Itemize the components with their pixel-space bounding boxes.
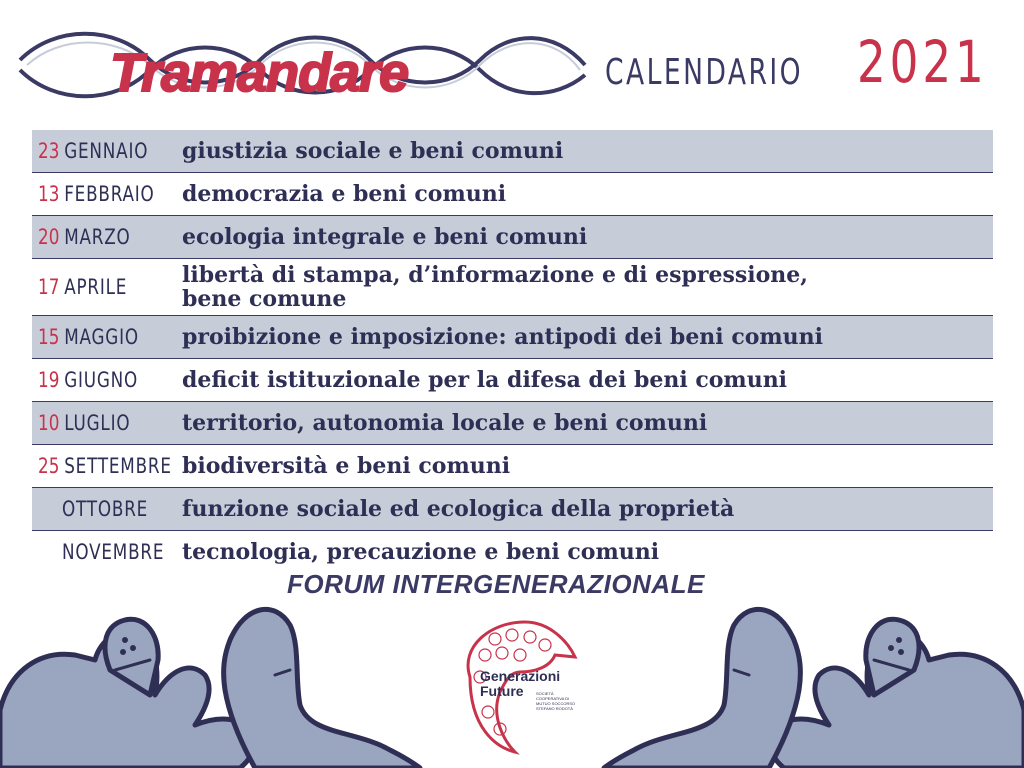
row-month: LUGLIO bbox=[64, 411, 131, 435]
row-date bbox=[38, 445, 172, 487]
row-day: 23 bbox=[38, 139, 60, 163]
table-row bbox=[32, 130, 993, 173]
table-row bbox=[32, 359, 993, 402]
row-date bbox=[62, 488, 148, 530]
row-day: 25 bbox=[38, 454, 60, 478]
header bbox=[0, 0, 1024, 130]
row-topic: funzione sociale ed ecologica della proprietà bbox=[182, 496, 735, 522]
row-date bbox=[62, 531, 164, 573]
table-row bbox=[32, 488, 993, 531]
forum-title: FORUM INTERGENERAZIONALE bbox=[287, 569, 705, 599]
table-row bbox=[32, 316, 993, 359]
row-date bbox=[38, 259, 127, 315]
row-date bbox=[38, 216, 131, 258]
row-date bbox=[38, 316, 139, 358]
table-row bbox=[32, 216, 993, 259]
row-date bbox=[38, 173, 155, 215]
calendar-year: 2021 bbox=[857, 28, 988, 96]
row-topic: proibizione e imposizione: antipodi dei beni comuni bbox=[182, 324, 824, 350]
row-month: MAGGIO bbox=[64, 325, 139, 349]
brand-title: Tramandare bbox=[110, 43, 409, 103]
row-month: MARZO bbox=[64, 225, 131, 249]
row-topic: deficit istituzionale per la difesa dei beni comuni bbox=[182, 367, 788, 393]
sponsor-line1: Generazioni bbox=[480, 668, 561, 684]
row-month: OTTOBRE bbox=[62, 497, 149, 521]
row-month: NOVEMBRE bbox=[62, 540, 165, 564]
row-month: FEBBRAIO bbox=[64, 182, 155, 206]
row-date bbox=[38, 130, 148, 172]
row-topic: tecnologia, precauzione e beni comuni bbox=[182, 539, 660, 565]
row-day: 17 bbox=[38, 275, 60, 299]
sponsor-subtitle: SOCIETÀ COOPERATIVA DI MUTUO SOCCORSO STEFANO RODOTÀ bbox=[536, 691, 576, 711]
row-topic: libertà di stampa, d’informazione e di espressione, bene comune bbox=[182, 262, 808, 312]
row-day: 13 bbox=[38, 182, 60, 206]
row-date bbox=[38, 359, 138, 401]
row-day: 15 bbox=[38, 325, 60, 349]
row-date bbox=[38, 402, 130, 444]
calendar-label: CALENDARIO bbox=[605, 52, 804, 93]
row-topic: biodiversità e beni comuni bbox=[182, 453, 511, 479]
table-row bbox=[32, 173, 993, 216]
row-day: 19 bbox=[38, 368, 60, 392]
calendar-table bbox=[32, 130, 993, 573]
tramandare-logo bbox=[15, 20, 595, 115]
row-day: 20 bbox=[38, 225, 60, 249]
table-row bbox=[32, 259, 993, 316]
table-row bbox=[32, 402, 993, 445]
row-day: 10 bbox=[38, 411, 60, 435]
row-topic: democrazia e beni comuni bbox=[182, 181, 507, 207]
table-row bbox=[32, 531, 993, 573]
row-topic: giustizia sociale e beni comuni bbox=[182, 138, 564, 164]
row-month: GENNAIO bbox=[64, 139, 149, 163]
row-month: APRILE bbox=[64, 275, 128, 299]
row-month: GIUGNO bbox=[64, 368, 139, 392]
row-topic: territorio, autonomia locale e beni comuni bbox=[182, 410, 708, 436]
row-month: SETTEMBRE bbox=[64, 454, 172, 478]
row-topic: ecologia integrale e beni comuni bbox=[182, 224, 588, 250]
table-row bbox=[32, 445, 993, 488]
sponsor-line2: Future bbox=[480, 683, 524, 699]
